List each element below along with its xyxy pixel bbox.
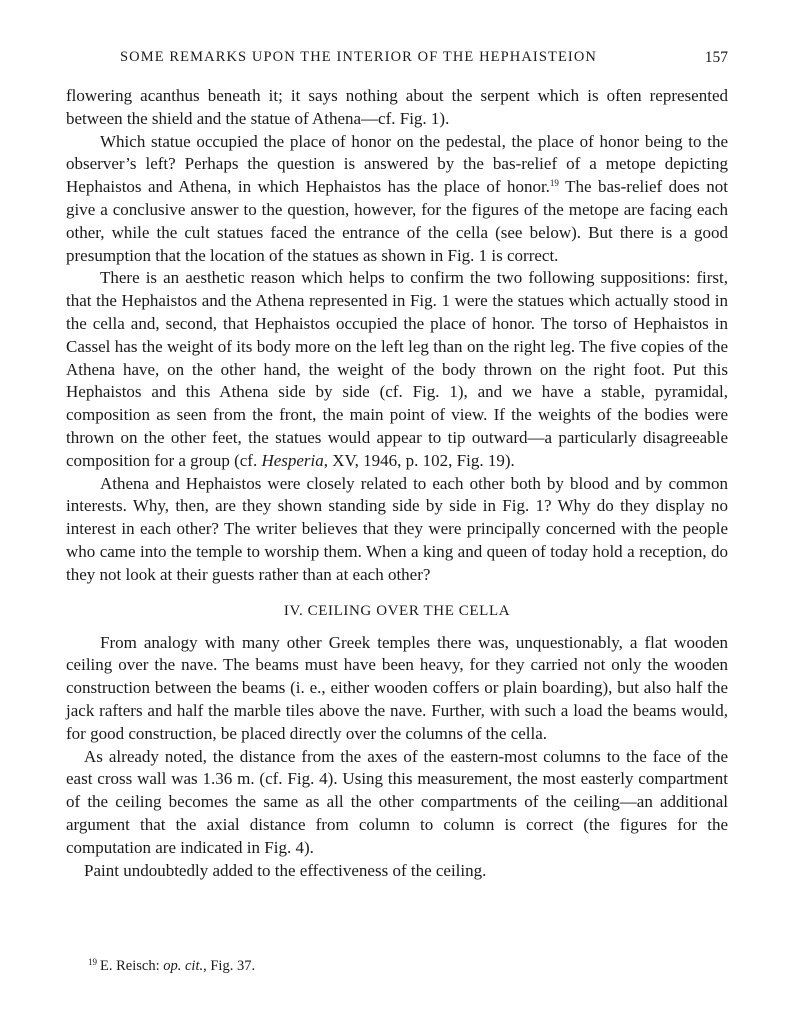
paragraph-3 [66, 267, 728, 472]
footnote-number: 19 [88, 957, 97, 967]
footnote-rest: , Fig. 37. [203, 958, 256, 974]
page-number: 157 [704, 49, 728, 66]
paragraph-6: As already noted, the distance from the axes of the eastern-most columns to the face of the east cross wall was 1.36 m. (cf. Fig. 4). Using this measurement, the most easterly compartment of the ceiling becomes the same as all the other compartments of the ceiling—an additional argument that the axial distance from column to column is correct (the figures for the computation are indicated in Fig. 4). [66, 746, 728, 857]
paragraph-2-part-a: Which statue occupied the place of honor on the pedestal, the place of honor being to the observer’s left? Perhaps the question is answered by the bas-relief of a metope depicting Hephaistos and Athena, in which Hephaistos has the place of honor. [66, 131, 728, 197]
footnote-author: E. Reisch: [100, 958, 164, 974]
footnote-reference: 19 [549, 178, 559, 189]
paragraph-3-part-b: , XV, 1946, p. 102, Fig. 19). [323, 450, 515, 470]
running-head: SOME REMARKS UPON THE INTERIOR OF THE HEPHAISTEION [120, 49, 597, 65]
paragraph-7: Paint undoubtedly added to the effectiveness of the ceiling. [84, 860, 487, 880]
section-heading: IV. CEILING OVER THE CELLA [283, 602, 511, 619]
page-header [66, 49, 728, 71]
paragraph-5: From analogy with many other Greek temples there was, unquestionably, a flat wooden ceiling over the nave. The beams must have been heavy, for they carried not only the wooden construction between the beams (i. e., either wooden coffers or plain boarding), but also half the jack rafters and half the marble tiles above the nave. Further, with such a load the beams would, for good construction, be placed directly over the columns of the cella. [66, 632, 728, 743]
paragraph-4: Athena and Hephaistos were closely related to each other both by blood and by common interests. Why, then, are they shown standing side by side in Fig. 1? Why do they display no interest in each other? The writer believes that they were principally concerned with the people who came into the temple to worship them. When a king and queen of today hold a reception, do they not look at their guests rather than at each other? [66, 473, 728, 584]
paragraph-2 [66, 131, 728, 268]
paragraph-1: flowering acanthus beneath it; it says nothing about the serpent which is often represented between the shield and the statue of Athena—cf. Fig. 1). [66, 86, 728, 128]
paragraph-3-part-a: There is an aesthetic reason which helps to confirm the two following suppositions: first, that the Hephaistos and the Athena represented in Fig. 1 were the statues which actually stood in the cella and, second, that Hephaistos occupied the place of honor. The torso of Hephaistos in Cassel has the weight of its body more on the left leg than on the right leg. The five copies of the Athena have, on the other hand, the weight of the body thrown on the right foot. Put this Hephaistos and this Athena side by side (cf. Fig. 1), and we have a stable, pyramidal, composition as seen from the front, the main point of view. If the weights of the bodies were thrown on the other feet, the statues would appear to tip outward—a particularly disagreeable composition for a group (cf. [66, 268, 728, 470]
footnote-citation: op. cit. [163, 958, 204, 974]
body-text [66, 85, 728, 882]
journal-title: Hesperia [261, 450, 324, 470]
footnote [88, 957, 255, 975]
paragraph-2-part-b: The bas-relief does not give a conclusive answer to the question, however, for the figures of the metope are facing each other, while the cult statues faced the entrance of the cella (see below). But there is a good presumption that the location of the statues as shown in Fig. 1 is correct. [66, 177, 728, 265]
